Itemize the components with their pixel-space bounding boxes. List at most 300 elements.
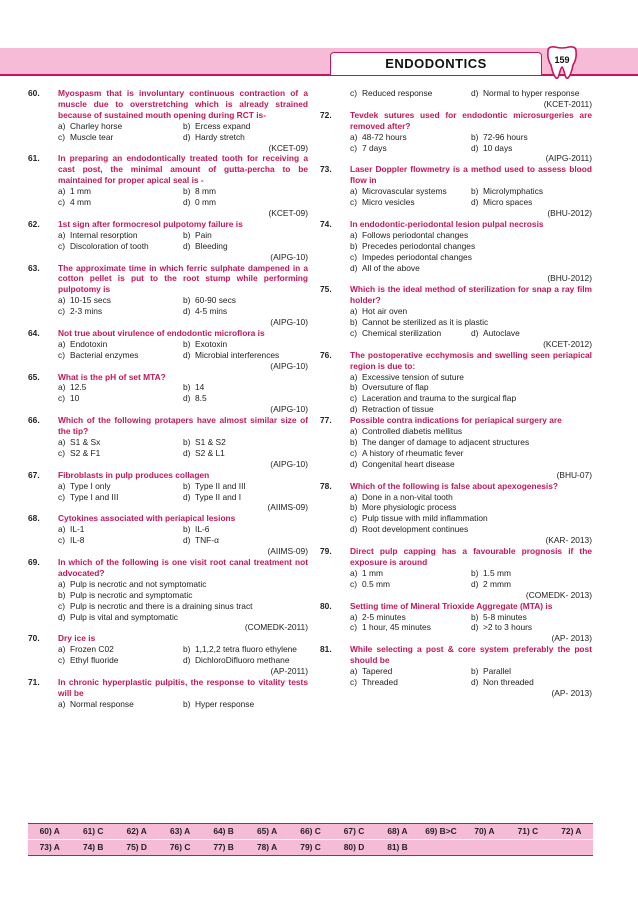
option [58, 230, 183, 241]
option-letter: a) [58, 229, 66, 240]
option-text: Type II and III [195, 480, 246, 491]
option [183, 481, 308, 492]
option-letter: d) [350, 524, 358, 535]
option [350, 328, 471, 339]
option-text: Hardy stretch [195, 131, 245, 142]
option-text: Type I and III [70, 491, 119, 502]
question [28, 415, 308, 470]
option-text: Precedes periodontal changes [362, 240, 476, 251]
option [471, 622, 592, 633]
option-text: Pain [195, 229, 212, 240]
question-number: 65. [28, 371, 40, 382]
option-text: S1 & S2 [195, 437, 226, 447]
answer-cell: 61) C [82, 826, 104, 836]
exam-source: (COMEDK- 2013) [525, 589, 592, 600]
option-letter: d) [471, 327, 479, 338]
exam-source: (KCET-2011) [543, 98, 592, 109]
option-letter: a) [58, 480, 66, 491]
question-number: 60. [28, 88, 40, 98]
options-grid [350, 186, 592, 208]
exam-source: (AIIMS-09) [267, 546, 308, 557]
option-text: 1,1,2,2 tetra fluoro ethylene [195, 644, 297, 655]
option [183, 492, 308, 503]
answer-cell [419, 840, 462, 855]
question-number: 74. [320, 218, 332, 229]
question-number: 61. [28, 153, 40, 164]
exam-source: (AP-2011) [270, 666, 308, 677]
answer-row [28, 824, 593, 839]
answer-cell: 68) A [387, 826, 408, 836]
option [350, 372, 592, 383]
answer-cell: 63) A [170, 826, 191, 836]
question-number: 78. [320, 480, 332, 491]
option-letter: c) [350, 393, 357, 404]
question-number: 64. [28, 327, 40, 338]
option-letter: b) [350, 382, 358, 393]
options-grid [350, 612, 592, 634]
option-letter: a) [350, 426, 358, 437]
option-text: Impedes periodontal changes [362, 251, 472, 262]
option-text: Micro vesicles [362, 197, 415, 208]
exam-source: (AIPG-10) [270, 360, 308, 371]
option-text: 7 days [362, 142, 387, 153]
option-letter: a) [58, 338, 66, 349]
option-letter: d) [350, 262, 358, 273]
question-text: Myospasm that is involuntary continuous contraction of a muscle due to overstretching which is already strained because of sustained mouth opening during RCT is- [58, 88, 308, 120]
option [183, 644, 308, 655]
option [58, 350, 183, 361]
option [350, 459, 592, 470]
option-letter: d) [183, 393, 191, 404]
option [183, 121, 308, 132]
question-number: 76. [320, 349, 332, 360]
option-text: Endotoxin [70, 338, 108, 349]
option-letter: a) [58, 382, 66, 393]
option-letter: a) [350, 131, 358, 142]
option-text: 8.5 [195, 393, 207, 404]
option [183, 437, 308, 448]
question-number: 62. [28, 218, 40, 229]
question-text: Which is the ideal method of sterilization for snap a ray film holder? [350, 284, 592, 306]
option-letter: c) [58, 535, 65, 546]
option [350, 437, 592, 448]
option-letter: c) [350, 513, 357, 524]
option [350, 230, 592, 241]
option [58, 612, 308, 623]
option-letter: c) [58, 655, 65, 666]
question-number: 81. [320, 644, 332, 655]
option [471, 568, 592, 579]
question [320, 644, 592, 699]
option [183, 448, 308, 459]
question-text: While selecting a post & core system preferably the post should be [350, 644, 592, 666]
option-text: 1.5 mm [483, 567, 511, 578]
option-letter: a) [58, 186, 66, 197]
option-text: >2 to 3 hours [483, 622, 533, 633]
option-letter: b) [183, 120, 191, 131]
option-letter: c) [58, 349, 65, 360]
option [350, 88, 471, 99]
option [350, 306, 592, 317]
answer-cell: 78) A [256, 842, 278, 852]
options-grid [58, 186, 308, 208]
option-text: 2-5 minutes [362, 611, 406, 622]
option-letter: b) [471, 611, 479, 622]
option [350, 448, 592, 459]
option-text: Normal response [70, 698, 134, 709]
option-text: Discoloration of tooth [70, 240, 149, 251]
option [350, 622, 471, 633]
option-letter: b) [58, 589, 66, 600]
answer-cell: 62) A [126, 826, 147, 836]
option-text: 0.5 mm [362, 578, 390, 589]
question-number: 63. [28, 262, 40, 273]
option-text: 10 days [483, 142, 513, 153]
question-text: Setting time of Mineral Trioxide Aggregate (MTA) is [350, 600, 553, 611]
option-text: 5-8 minutes [483, 611, 527, 622]
question-text: Not true about virulence of endodontic microflora is [58, 327, 265, 338]
option [183, 241, 308, 252]
option [58, 295, 183, 306]
option [471, 143, 592, 154]
option-text: 4-5 mins [195, 306, 228, 317]
option [350, 263, 592, 274]
options-grid [58, 644, 308, 666]
option-text: 1 hour, 45 minutes [362, 622, 431, 633]
options-grid [58, 437, 308, 459]
option-letter: b) [471, 131, 479, 142]
option-letter: c) [58, 600, 65, 611]
page-number: 159 [554, 55, 570, 65]
question-text: In preparing an endodontically treated tooth for receiving a cast post, the minimal amount of gutta-percha to be maintained for proper apical seal is - [58, 153, 308, 186]
option [183, 230, 308, 241]
option [58, 132, 183, 143]
option [58, 492, 183, 503]
option [58, 535, 183, 546]
option-text: IL-1 [70, 524, 85, 535]
exam-source: (BHU-07) [556, 469, 592, 480]
question-text: In chronic hyperplastic pulpitis, the response to vitality tests will be [58, 676, 308, 698]
option [58, 197, 183, 208]
option-text: Internal resorption [70, 229, 138, 240]
option [58, 437, 183, 448]
exam-source: (AP- 2013) [551, 633, 592, 644]
option [471, 612, 592, 623]
answer-cell: 77) B [213, 842, 234, 852]
option [183, 306, 308, 317]
option-text: More physiologic process [362, 502, 457, 513]
options-grid [350, 666, 592, 688]
option-letter: a) [350, 666, 358, 677]
answer-cell: 80) D [343, 842, 365, 852]
option-text: 12.5 [70, 382, 87, 393]
option-letter: b) [350, 502, 358, 513]
option [350, 666, 471, 677]
answer-cell [506, 840, 549, 855]
option-letter: c) [58, 306, 65, 317]
option-letter: d) [471, 622, 479, 633]
question-text: Possible contra indications for periapical surgery are [350, 415, 562, 426]
question [320, 284, 592, 349]
answer-cell [550, 840, 593, 855]
question [320, 219, 592, 284]
question [320, 88, 592, 110]
question [28, 153, 308, 218]
option [183, 197, 308, 208]
option-text: 60-90 secs [195, 295, 236, 306]
option-letter: d) [183, 447, 191, 458]
option [183, 382, 308, 393]
option-letter: d) [350, 404, 358, 415]
option [183, 393, 308, 404]
question-text: What is the pH of set MTA? [58, 371, 166, 382]
option-letter: b) [183, 698, 191, 709]
option-text: Microvascular systems [362, 186, 447, 197]
options-grid [58, 295, 308, 317]
option [350, 426, 592, 437]
option-text: Cannot be sterilized as it is plastic [362, 317, 489, 328]
option [350, 241, 592, 252]
option [350, 404, 592, 415]
option-letter: d) [471, 88, 479, 98]
option-text: Pulp is necrotic and symptomatic [70, 589, 193, 600]
exam-source: (AIPG-10) [270, 458, 308, 469]
option-text: Done in a non-vital tooth [362, 491, 453, 502]
option-text: Ethyl fluoride [70, 655, 119, 666]
option-text: Root development continues [362, 524, 469, 535]
exam-source: (KCET-09) [268, 142, 308, 153]
option-text: DichloroDifluoro methane [195, 655, 290, 666]
exam-source: (KAR- 2013) [545, 535, 592, 546]
exam-source: (AIPG-2011) [545, 153, 592, 164]
option [350, 612, 471, 623]
answer-cell: 70) A [474, 826, 495, 836]
option-text: 0 mm [195, 197, 216, 208]
option-letter: a) [350, 306, 358, 317]
option-text: 48-72 hours [362, 131, 407, 142]
option [350, 186, 471, 197]
option-letter: d) [183, 491, 191, 502]
question [28, 513, 308, 557]
option [58, 339, 183, 350]
question-number: 71. [28, 676, 40, 687]
option-letter: b) [350, 437, 358, 447]
answer-cell: 66) C [300, 826, 321, 836]
question-text: In endodontic-periodontal lesion pulpal necrosis [350, 218, 544, 229]
question-text: Dry ice is [58, 633, 96, 644]
option [350, 677, 471, 688]
option [350, 252, 592, 263]
option-letter: d) [183, 131, 191, 142]
answer-cell: 67) C [343, 826, 365, 836]
option-text: Pulp is necrotic and there is a draining sinus tract [70, 600, 253, 611]
question-text: Direct pulp capping has a favourable prognosis if the exposure is around [350, 546, 592, 567]
question-text: Which of the following protapers have almost similar size of the tip? [58, 415, 308, 437]
question-text: 1st sign after formocresol pulpotomy failure is [58, 218, 243, 229]
answer-cell: 73) A [39, 842, 60, 852]
option [183, 350, 308, 361]
option-text: Controlled diabetis mellitus [362, 426, 463, 437]
exam-source: (AIPG-10) [270, 404, 308, 415]
option-text: 1 mm [362, 567, 383, 578]
option [58, 579, 308, 590]
option-letter: d) [183, 535, 191, 546]
option-text: TNF-α [195, 535, 219, 546]
question-text: The postoperative ecchymosis and swelling seen periapical region is due to: [350, 349, 592, 371]
question [320, 481, 592, 546]
option-letter: c) [58, 197, 65, 208]
option-letter: b) [471, 567, 479, 578]
answer-cell: 75) D [126, 842, 147, 852]
option-letter: a) [350, 491, 358, 502]
question-text: Laser Doppler flowmetry is a method used to assess blood flow in [350, 164, 592, 186]
options-grid [58, 481, 308, 503]
option-text: Bleeding [195, 240, 228, 251]
question-number: 68. [28, 513, 40, 524]
option-text: Bacterial enzymes [70, 349, 139, 360]
option-letter: b) [183, 295, 191, 306]
option-letter: a) [350, 186, 358, 197]
option-letter: c) [58, 393, 65, 404]
option-text: Excessive tension of suture [362, 371, 464, 382]
option-letter: a) [350, 229, 358, 240]
exam-source: (BHU-2012) [547, 207, 592, 218]
option-text: Tapered [362, 666, 393, 677]
question [320, 110, 592, 165]
option-letter: d) [183, 306, 191, 317]
exam-source: (AIPG-10) [270, 317, 308, 328]
options-grid [58, 524, 308, 546]
question [320, 546, 592, 601]
question-number: 66. [28, 415, 40, 426]
option [183, 699, 308, 710]
option-text: Threaded [362, 676, 398, 687]
option-letter: c) [58, 447, 65, 458]
question-number: 77. [320, 415, 332, 426]
question [28, 470, 308, 514]
option-letter: c) [58, 131, 65, 142]
exam-source: (AP- 2013) [551, 687, 592, 698]
option-letter: d) [58, 611, 66, 622]
option-text: 4 mm [70, 197, 91, 208]
option-text: Muscle tear [70, 131, 114, 142]
option-text: Ercess expand [195, 120, 251, 131]
option-text: Oversuture of flap [362, 382, 429, 393]
option-text: 2 mmm [483, 578, 511, 589]
option [350, 197, 471, 208]
option-letter: c) [350, 622, 357, 633]
option [350, 579, 471, 590]
question-text: Fibroblasts in pulp produces collagen [58, 469, 210, 480]
option-text: Charley horse [70, 120, 123, 131]
option [183, 339, 308, 350]
question [28, 263, 308, 328]
option [471, 132, 592, 143]
option [350, 382, 592, 393]
option-text: Frozen C02 [70, 644, 114, 655]
question-number: 72. [320, 109, 332, 120]
option-letter: c) [58, 240, 65, 251]
answer-cell: 74) B [82, 842, 104, 852]
question-text: In which of the following is one visit root canal treatment not advocated? [58, 556, 308, 578]
question-number: 70. [28, 633, 40, 644]
option-text: Exotoxin [195, 338, 228, 349]
option [183, 295, 308, 306]
option-letter: c) [350, 578, 357, 589]
options-grid [58, 230, 308, 252]
option [350, 513, 592, 524]
option [350, 502, 592, 513]
option [58, 393, 183, 404]
option-text: Congenital heart disease [362, 458, 455, 469]
option-text: A history of rheumatic fever [362, 447, 464, 458]
option [350, 524, 592, 535]
exam-source: (AIPG-10) [270, 251, 308, 262]
question-text: Which of the following is false about apexogenesis? [350, 480, 559, 491]
option [471, 328, 592, 339]
option-letter: c) [350, 447, 357, 458]
option-letter: c) [350, 251, 357, 262]
options-grid [58, 382, 308, 404]
option-letter: a) [58, 524, 66, 535]
option [58, 601, 308, 612]
option-text: 10 [70, 393, 80, 404]
question-number: 79. [320, 546, 332, 557]
options-grid [58, 699, 308, 710]
option-letter: b) [183, 644, 191, 655]
answer-cell: 76) C [169, 842, 191, 852]
option [58, 699, 183, 710]
option [58, 655, 183, 666]
option-letter: a) [58, 644, 66, 655]
option-text: All of the above [362, 262, 420, 273]
option-text: Hot air oven [362, 306, 408, 317]
option-letter: b) [183, 480, 191, 491]
option-text: 72-96 hours [483, 131, 528, 142]
option [183, 655, 308, 666]
option-text: Pulp is vital and symptomatic [70, 611, 178, 622]
option-letter: b) [183, 382, 191, 393]
question [28, 633, 308, 677]
option-letter: d) [183, 197, 191, 208]
option-letter: a) [58, 437, 66, 447]
option [58, 590, 308, 601]
option [183, 535, 308, 546]
option-letter: b) [471, 666, 479, 677]
options-grid [350, 132, 592, 154]
option [183, 186, 308, 197]
answer-row [28, 839, 593, 855]
option [471, 677, 592, 688]
question-number: 75. [320, 284, 332, 295]
option-letter: a) [350, 611, 358, 622]
right-column [320, 88, 592, 699]
option [350, 143, 471, 154]
chapter-title: ENDODONTICS [330, 52, 542, 76]
option-letter: c) [350, 197, 357, 208]
option-letter: b) [183, 186, 191, 197]
option-text: Pulp is necrotic and not symptomatic [70, 578, 207, 589]
answer-cell: 69) B>C [425, 826, 457, 836]
option-text: 10-15 secs [70, 295, 111, 306]
option-letter: d) [350, 458, 358, 469]
question-number: 67. [28, 469, 40, 480]
option-letter: a) [58, 698, 66, 709]
option [350, 317, 592, 328]
option-letter: c) [350, 327, 357, 338]
option [58, 481, 183, 492]
option [471, 579, 592, 590]
